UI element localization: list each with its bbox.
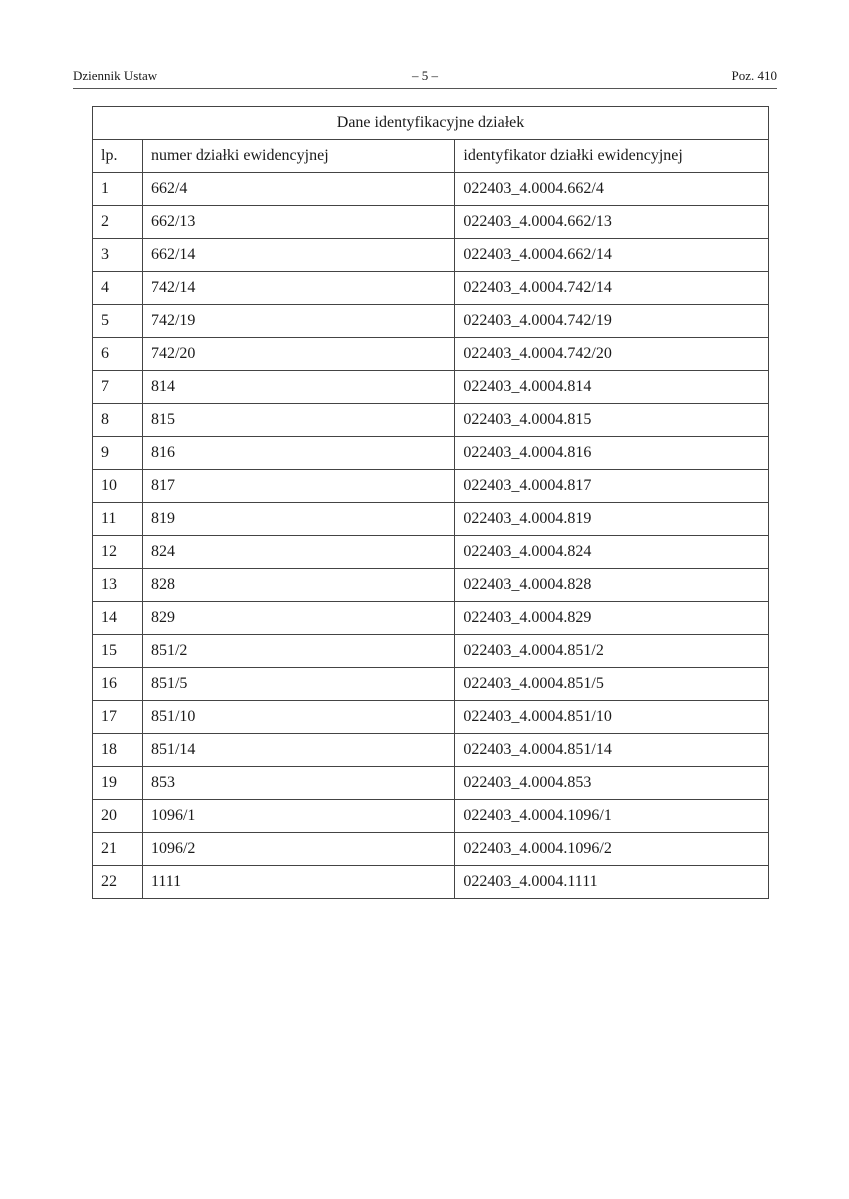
cell-parcel-number: 816 — [142, 437, 454, 470]
cell-parcel-number: 1096/1 — [142, 800, 454, 833]
table-row — [93, 272, 769, 305]
cell-lp: 16 — [93, 668, 143, 701]
page-header — [73, 66, 777, 89]
table-row — [93, 569, 769, 602]
table-row — [93, 305, 769, 338]
cell-parcel-number: 817 — [142, 470, 454, 503]
cell-parcel-identifier: 022403_4.0004.851/2 — [455, 635, 769, 668]
cell-parcel-number: 851/2 — [142, 635, 454, 668]
cell-lp: 15 — [93, 635, 143, 668]
cell-lp: 19 — [93, 767, 143, 800]
column-header-parcel-number: numer działki ewidencyjnej — [142, 140, 454, 173]
table-row — [93, 536, 769, 569]
cell-lp: 13 — [93, 569, 143, 602]
cell-parcel-identifier: 022403_4.0004.853 — [455, 767, 769, 800]
cell-parcel-number: 742/19 — [142, 305, 454, 338]
table-body — [93, 173, 769, 899]
cell-parcel-identifier: 022403_4.0004.819 — [455, 503, 769, 536]
table-row — [93, 239, 769, 272]
column-header-lp: lp. — [93, 140, 143, 173]
page-number: – 5 – — [412, 68, 438, 83]
cell-parcel-identifier: 022403_4.0004.817 — [455, 470, 769, 503]
cell-lp: 7 — [93, 371, 143, 404]
cell-parcel-number: 851/5 — [142, 668, 454, 701]
table-row — [93, 701, 769, 734]
cell-lp: 12 — [93, 536, 143, 569]
cell-parcel-identifier: 022403_4.0004.851/5 — [455, 668, 769, 701]
cell-parcel-number: 815 — [142, 404, 454, 437]
cell-parcel-number: 662/13 — [142, 206, 454, 239]
cell-parcel-identifier: 022403_4.0004.828 — [455, 569, 769, 602]
parcel-table — [92, 106, 769, 899]
column-header-parcel-identifier: identyfikator działki ewidencyjnej — [455, 140, 769, 173]
cell-parcel-number: 662/4 — [142, 173, 454, 206]
table-header-row — [93, 140, 769, 173]
cell-parcel-identifier: 022403_4.0004.851/10 — [455, 701, 769, 734]
position-number: Poz. 410 — [731, 68, 777, 83]
cell-parcel-identifier: 022403_4.0004.742/19 — [455, 305, 769, 338]
table-row — [93, 602, 769, 635]
cell-parcel-number: 742/20 — [142, 338, 454, 371]
cell-lp: 4 — [93, 272, 143, 305]
cell-parcel-number: 828 — [142, 569, 454, 602]
cell-lp: 1 — [93, 173, 143, 206]
cell-parcel-number: 829 — [142, 602, 454, 635]
table-row — [93, 404, 769, 437]
cell-parcel-identifier: 022403_4.0004.742/14 — [455, 272, 769, 305]
table-row — [93, 371, 769, 404]
cell-lp: 10 — [93, 470, 143, 503]
cell-parcel-number: 1111 — [142, 866, 454, 899]
table-row — [93, 800, 769, 833]
table-row — [93, 767, 769, 800]
cell-parcel-number: 853 — [142, 767, 454, 800]
cell-parcel-identifier: 022403_4.0004.662/14 — [455, 239, 769, 272]
cell-parcel-identifier: 022403_4.0004.816 — [455, 437, 769, 470]
table-row — [93, 173, 769, 206]
cell-lp: 9 — [93, 437, 143, 470]
cell-lp: 14 — [93, 602, 143, 635]
cell-parcel-identifier: 022403_4.0004.829 — [455, 602, 769, 635]
cell-parcel-identifier: 022403_4.0004.851/14 — [455, 734, 769, 767]
cell-parcel-number: 662/14 — [142, 239, 454, 272]
cell-parcel-number: 824 — [142, 536, 454, 569]
cell-parcel-number: 814 — [142, 371, 454, 404]
cell-parcel-identifier: 022403_4.0004.662/13 — [455, 206, 769, 239]
cell-parcel-number: 1096/2 — [142, 833, 454, 866]
cell-lp: 21 — [93, 833, 143, 866]
cell-parcel-identifier: 022403_4.0004.815 — [455, 404, 769, 437]
journal-title: Dziennik Ustaw — [73, 68, 158, 83]
cell-lp: 5 — [93, 305, 143, 338]
cell-parcel-identifier: 022403_4.0004.1111 — [455, 866, 769, 899]
cell-parcel-number: 742/14 — [142, 272, 454, 305]
table-caption: Dane identyfikacyjne działek — [93, 107, 769, 140]
cell-parcel-number: 819 — [142, 503, 454, 536]
cell-lp: 22 — [93, 866, 143, 899]
cell-lp: 6 — [93, 338, 143, 371]
cell-parcel-identifier: 022403_4.0004.1096/2 — [455, 833, 769, 866]
table-row — [93, 866, 769, 899]
cell-parcel-number: 851/14 — [142, 734, 454, 767]
cell-parcel-identifier: 022403_4.0004.742/20 — [455, 338, 769, 371]
table-row — [93, 734, 769, 767]
cell-lp: 3 — [93, 239, 143, 272]
table-row — [93, 668, 769, 701]
table-row — [93, 206, 769, 239]
cell-lp: 18 — [93, 734, 143, 767]
cell-lp: 8 — [93, 404, 143, 437]
table-row — [93, 833, 769, 866]
table-row — [93, 635, 769, 668]
cell-lp: 20 — [93, 800, 143, 833]
cell-lp: 2 — [93, 206, 143, 239]
cell-parcel-identifier: 022403_4.0004.814 — [455, 371, 769, 404]
cell-lp: 17 — [93, 701, 143, 734]
cell-parcel-number: 851/10 — [142, 701, 454, 734]
table-row — [93, 470, 769, 503]
cell-lp: 11 — [93, 503, 143, 536]
cell-parcel-identifier: 022403_4.0004.662/4 — [455, 173, 769, 206]
table-caption-row — [93, 107, 769, 140]
table-row — [93, 338, 769, 371]
cell-parcel-identifier: 022403_4.0004.824 — [455, 536, 769, 569]
table-row — [93, 437, 769, 470]
cell-parcel-identifier: 022403_4.0004.1096/1 — [455, 800, 769, 833]
table-row — [93, 503, 769, 536]
